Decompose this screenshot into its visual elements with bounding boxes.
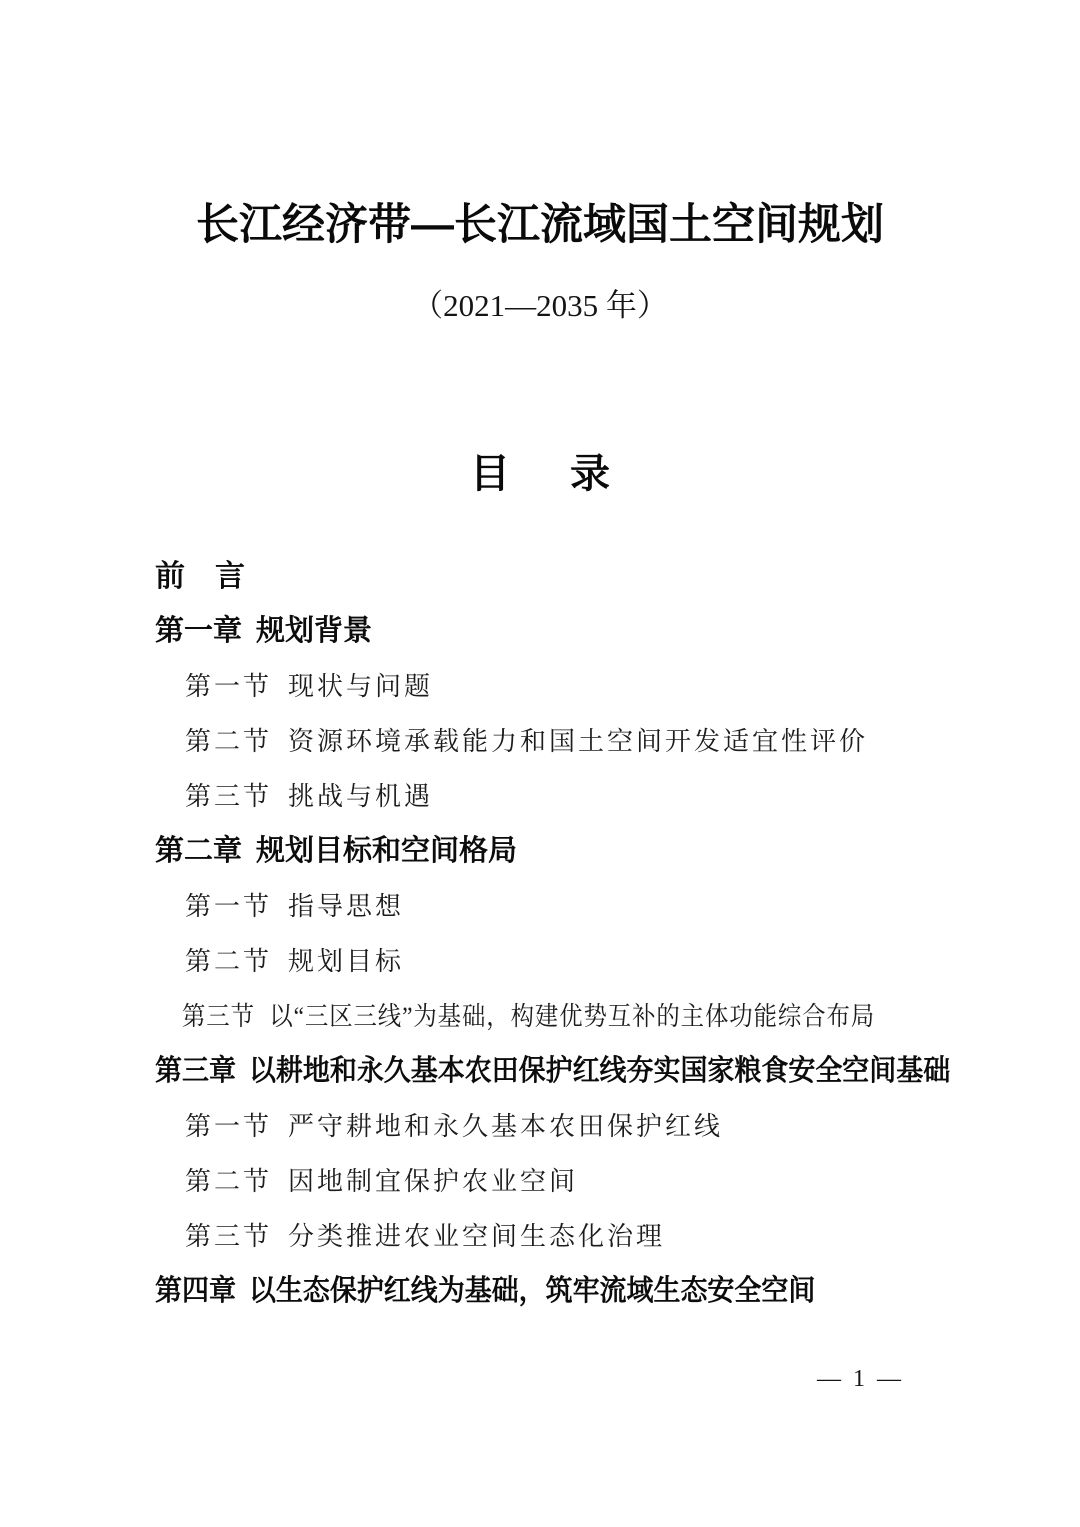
toc-entry-label: 第三节 — [185, 782, 273, 811]
toc-entry-label: 第三章 — [155, 1055, 236, 1087]
toc-entry-label: 第一节 — [185, 672, 273, 701]
toc-section-row — [155, 1154, 1020, 1209]
toc-section-row — [155, 714, 1020, 769]
toc-chapter-row — [155, 1264, 959, 1319]
toc-entry-title: 规划目标和空间格局 — [256, 835, 518, 867]
toc-entry-label: 第一节 — [185, 1112, 273, 1141]
toc-entry-title: 资源环境承载能力和国土空间开发适宜性评价 — [288, 727, 869, 756]
toc-chapter-row — [155, 824, 1020, 879]
toc-chapter-row — [155, 604, 1020, 659]
toc-preface-row — [155, 549, 1020, 604]
document-subtitle: （2021—2035 年） — [412, 288, 668, 323]
toc-entry-label: 第一节 — [185, 892, 273, 921]
toc-entry-label: 第一章 — [155, 615, 243, 647]
toc-entry-title: 规划背景 — [256, 615, 373, 647]
toc-entry-label: 第二节 — [185, 727, 273, 756]
toc-section-row — [155, 934, 1020, 989]
toc-entry-title: 以耕地和永久基本农田保护红线夯实国家粮食安全空间基础 — [248, 1055, 951, 1087]
toc-entry-title: 以“三区三线”为基础，构建优势互补的主体功能综合布局 — [269, 1002, 876, 1031]
toc-section-row — [155, 769, 1020, 824]
toc-entry-label: 第四章 — [155, 1275, 236, 1307]
toc-entry-label: 第三节 — [185, 1222, 273, 1251]
toc-entry-title: 严守耕地和永久基本农田保护红线 — [288, 1112, 724, 1141]
toc-entry-title: 分类推进农业空间生态化治理 — [288, 1222, 666, 1251]
toc-section-row — [155, 1099, 1020, 1154]
toc-entry-label: 第二章 — [155, 835, 243, 867]
toc-entry-title: 指导思想 — [288, 892, 405, 921]
page-number: — 1 — — [817, 1366, 904, 1392]
toc-entry-title: 以生态保护红线为基础，筑牢流域生态安全空间 — [248, 1275, 816, 1307]
toc-section-row — [155, 879, 1020, 934]
toc-section-row — [155, 659, 1020, 714]
toc-entry-label: 第二节 — [185, 947, 273, 976]
toc-heading: 目 录 — [470, 452, 620, 496]
toc-entry-label: 前 言 — [155, 560, 245, 593]
toc-entry-label: 第三节 — [182, 1002, 255, 1031]
toc-entry-title: 规划目标 — [288, 947, 405, 976]
toc-entry-title: 挑战与机遇 — [288, 782, 434, 811]
table-of-contents — [155, 549, 1020, 1319]
document-title: 长江经济带—长江流域国土空间规划 — [196, 201, 884, 249]
toc-section-row — [155, 989, 934, 1044]
toc-entry-title: 因地制宜保护农业空间 — [288, 1167, 579, 1196]
toc-entry-label: 第二节 — [185, 1167, 273, 1196]
toc-section-row — [155, 1209, 1020, 1264]
toc-chapter-row — [155, 1044, 959, 1099]
toc-entry-title: 现状与问题 — [288, 672, 434, 701]
